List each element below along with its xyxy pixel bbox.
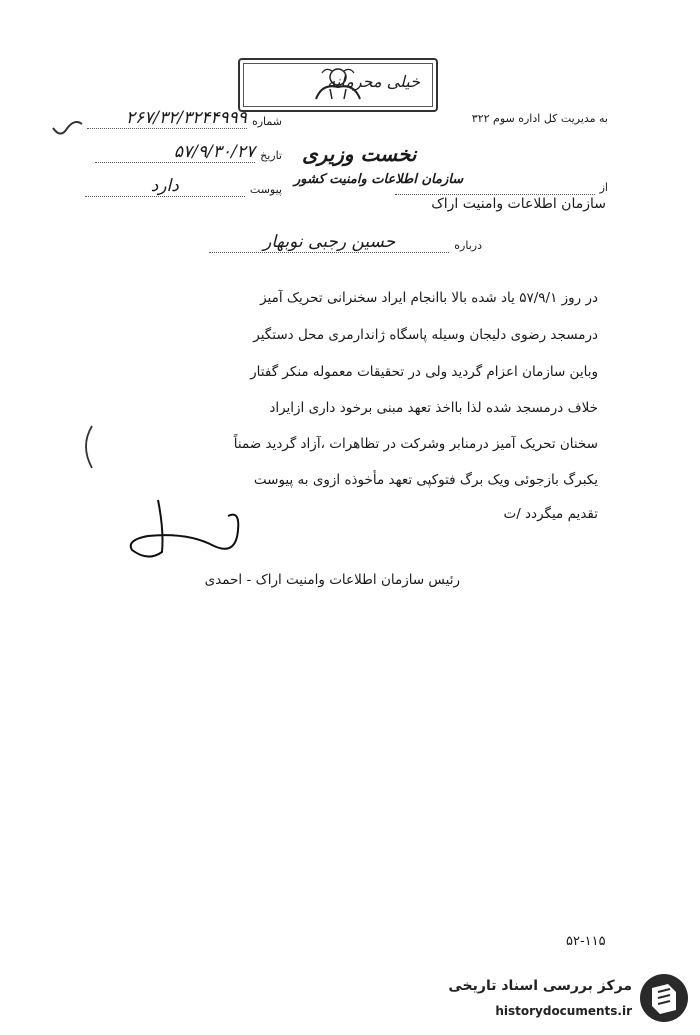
classification-stamp <box>238 58 438 112</box>
margin-mark-icon <box>78 424 98 470</box>
date-row <box>95 142 282 163</box>
body-line-6: یکبرگ بازجوئی ویک برگ فتوکپی تعهد مأخوذه ازوی به پیوست <box>253 472 598 488</box>
ministry-title: نخست وزیری <box>302 142 417 166</box>
watermark-url: historydocuments.ir <box>495 1004 632 1018</box>
regarding-label: درباره <box>454 239 482 252</box>
from-row <box>378 176 608 195</box>
body-line-2: درمسجد رضوی دلیجان وسیله پاسگاه ژاندارمری محل دستگیر <box>253 327 598 343</box>
body-line-3: وباین سازمان اعزام گردید ولی در تحقیقات معموله منکر گفتار <box>250 364 598 380</box>
body-line-7: تقدیم میگردد /ت <box>503 506 598 522</box>
body-line-5: سخنان تحریک آمیز درمنابر وشرکت در تظاهرات ،آزاد گردید ضمناً <box>233 436 598 452</box>
recipient-label: به مدیریت کل اداره سوم ۳۲۲ <box>471 112 608 125</box>
number-label: شماره <box>251 115 282 128</box>
body-line-1: در روز ۵۷/۹/۱ یاد شده بالا باانجام ایراد سخنرانی تحریک آمیز <box>260 290 598 306</box>
stamp-text: خیلی محرمانه <box>327 72 420 91</box>
archive-logo-icon <box>638 972 690 1024</box>
attachment-value: دارد <box>85 176 245 197</box>
number-value: ۲۶۷/۳۲/۳۲۴۴۹۹۹ <box>87 108 247 129</box>
date-label: تاریخ <box>260 149 282 162</box>
handwritten-signature-icon <box>118 490 268 570</box>
org-title: سازمان اطلاعات وامنیت کشور <box>294 172 464 187</box>
date-value: ۵۷/۹/۳۰/۲۷ <box>95 142 255 163</box>
body-line-4: خلاف درمسجد شده لذا بااخذ تعهد مبنی برخود داری ازایراد <box>269 400 598 416</box>
watermark <box>408 968 698 1032</box>
watermark-title: مرکز بررسی اسناد تاریخی <box>448 978 632 994</box>
regarding-value: حسین رجبی نوبهار <box>209 232 449 253</box>
page-code: ۵۲-۱۱۵ <box>566 934 606 949</box>
number-row <box>87 108 282 129</box>
from-value: سازمان اطلاعات وامنیت اراک <box>431 196 606 212</box>
recipient-line <box>472 112 608 125</box>
handwritten-mark-icon <box>48 108 88 148</box>
regarding-row <box>209 232 482 253</box>
from-label: از <box>599 181 608 194</box>
attachment-row <box>85 176 282 197</box>
attachment-label: پیوست <box>249 183 282 196</box>
lion-and-sun-emblem-icon <box>302 65 374 105</box>
signatory-title: رئیس سازمان اطلاعات وامنیت اراک - احمدی <box>204 572 460 588</box>
